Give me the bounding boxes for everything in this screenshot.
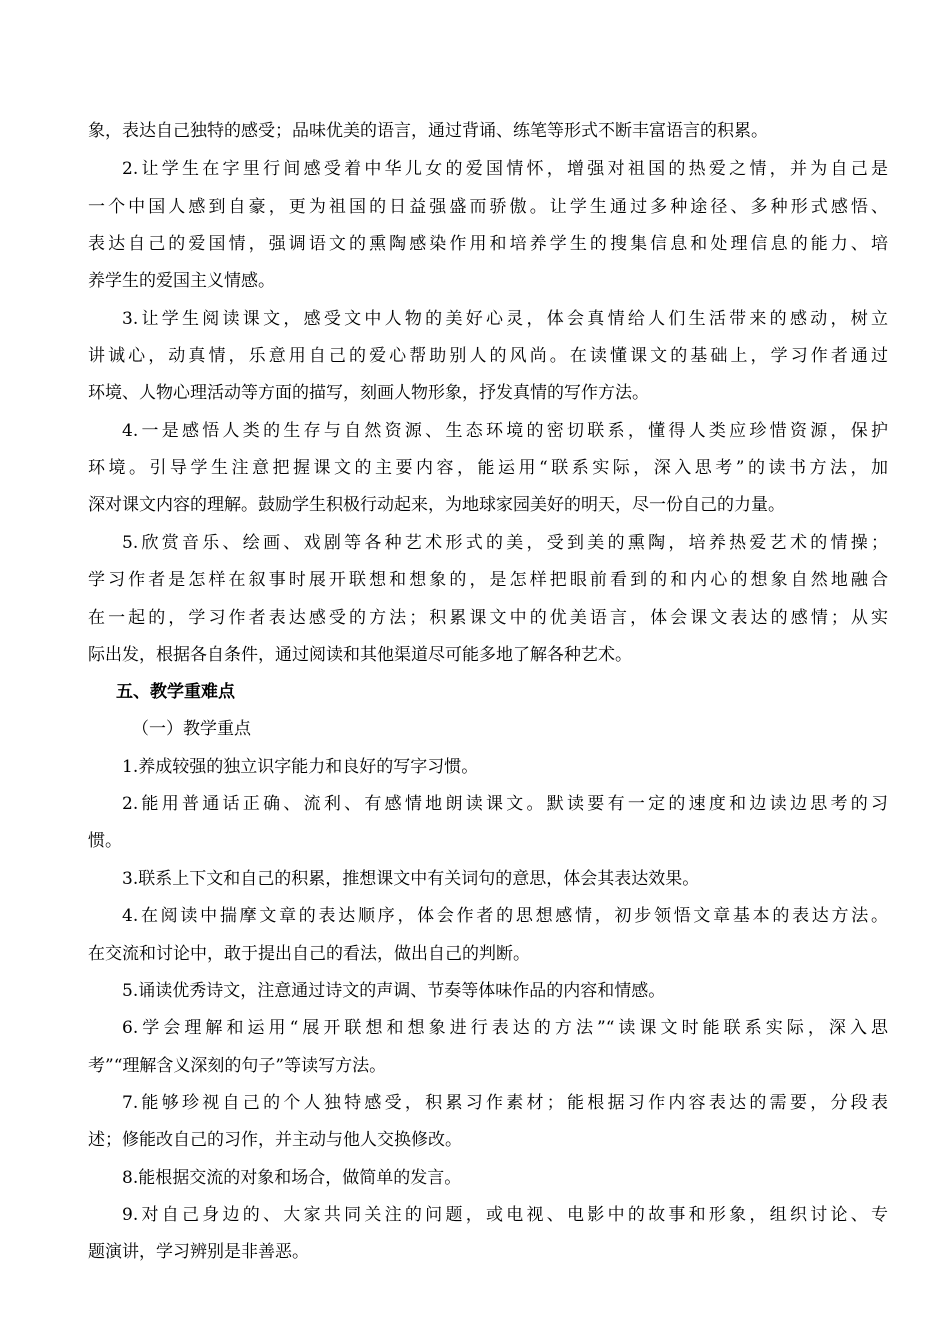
paragraph-3-line-2: 讲诚心，动真情，乐意用自己的爱心帮助别人的风尚。在读懂课文的基础上，学习作者通过 xyxy=(88,346,888,366)
key-point-9-line-2: 题演讲，学习辨别是非善恶。 xyxy=(88,1242,309,1262)
key-point-1: 1.养成较强的独立识字能力和良好的写字习惯。 xyxy=(122,757,479,777)
key-point-4-line-1: 4.在阅读中揣摩文章的表达顺序，体会作者的思想感情，初步领悟文章基本的表达方法。 xyxy=(122,906,888,926)
key-point-7-line-2: 述；修能改自己的习作，并主动与他人交换修改。 xyxy=(88,1130,462,1150)
paragraph-2-line-3: 表达自己的爱国情，强调语文的熏陶感染作用和培养学生的搜集信息和处理信息的能力、培 xyxy=(88,234,888,254)
paragraph-4-line-3: 深对课文内容的理解。鼓励学生积极行动起来，为地球家园美好的明天，尽一份自己的力量。 xyxy=(88,495,785,515)
paragraph-1-line-1: 象，表达自己独特的感受；品味优美的语言，通过背诵、练笔等形式不断丰富语言的积累。 xyxy=(88,121,768,141)
paragraph-3-line-1: 3.让学生阅读课文，感受文中人物的美好心灵，体会真情给人们生活带来的感动，树立 xyxy=(122,309,888,329)
paragraph-5-line-3: 在一起的，学习作者表达感受的方法；积累课文中的优美语言，体会课文表达的感情；从实 xyxy=(88,608,888,628)
key-point-9-line-1: 9.对自己身边的、大家共同关注的问题，或电视、电影中的故事和形象，组织讨论、专 xyxy=(122,1205,888,1225)
paragraph-5-line-1: 5.欣赏音乐、绘画、戏剧等各种艺术形式的美，受到美的熏陶，培养热爱艺术的情操； xyxy=(122,533,888,553)
paragraph-5-line-4: 际出发，根据各自条件，通过阅读和其他渠道尽可能多地了解各种艺术。 xyxy=(88,645,632,665)
key-point-2-line-1: 2.能用普通话正确、流利、有感情地朗读课文。默读要有一定的速度和边读边思考的习 xyxy=(122,794,888,814)
key-point-2-line-2: 惯。 xyxy=(88,831,122,851)
key-point-7-line-1: 7.能够珍视自己的个人独特感受，积累习作素材；能根据习作内容表达的需要，分段表 xyxy=(122,1093,888,1113)
key-point-3: 3.联系上下文和自己的积累，推想课文中有关词句的意思，体会其表达效果。 xyxy=(122,869,700,889)
paragraph-4-line-1: 4.一是感悟人类的生存与自然资源、生态环境的密切联系，懂得人类应珍惜资源，保护 xyxy=(122,421,888,441)
paragraph-3-line-3: 环境、人物心理活动等方面的描写，刻画人物形象，抒发真情的写作方法。 xyxy=(88,383,649,403)
paragraph-2-line-2: 一个中国人感到自豪，更为祖国的日益强盛而骄傲。让学生通过多种途径、多种形式感悟、 xyxy=(88,197,888,217)
paragraph-2-line-1: 2.让学生在字里行间感受着中华儿女的爱国情怀，增强对祖国的热爱之情，并为自己是 xyxy=(122,159,888,179)
key-point-8: 8.能根据交流的对象和场合，做简单的发言。 xyxy=(122,1168,462,1188)
key-point-4-line-2: 在交流和讨论中，敢于提出自己的看法，做出自己的判断。 xyxy=(88,944,530,964)
paragraph-2-line-4: 养学生的爱国主义情感。 xyxy=(88,271,275,291)
paragraph-5-line-2: 学习作者是怎样在叙事时展开联想和想象的，是怎样把眼前看到的和内心的想象自然地融合 xyxy=(88,570,888,590)
subsection-heading: （一）教学重点 xyxy=(132,719,251,739)
paragraph-4-line-2: 环境。引导学生注意把握课文的主要内容，能运用“联系实际，深入思考”的读书方法，加 xyxy=(88,458,888,478)
section-heading: 五、教学重难点 xyxy=(116,682,235,702)
key-point-6-line-2: 考”“理解含义深刻的句子”等读写方法。 xyxy=(88,1056,387,1076)
key-point-6-line-1: 6.学会理解和运用“展开联想和想象进行表达的方法”“读课文时能联系实际，深入思 xyxy=(122,1018,888,1038)
key-point-5: 5.诵读优秀诗文，注意通过诗文的声调、节奏等体味作品的内容和情感。 xyxy=(122,981,666,1001)
